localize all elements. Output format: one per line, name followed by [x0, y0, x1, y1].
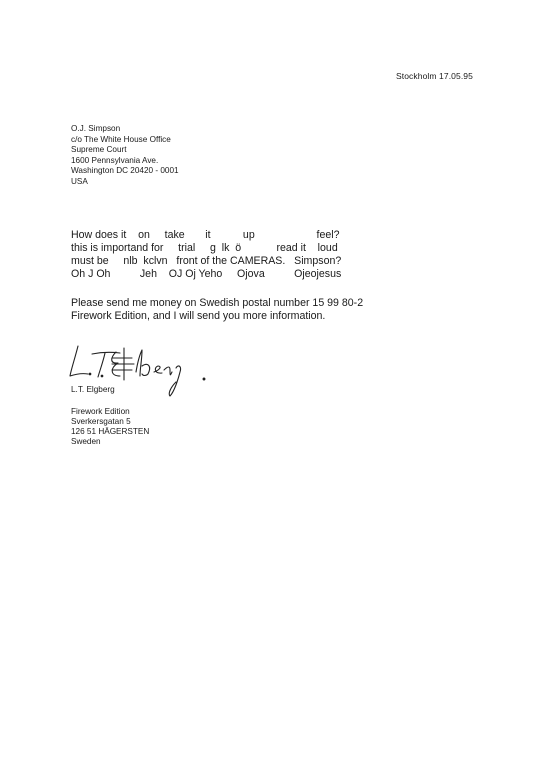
payment-request [71, 297, 363, 322]
request-line: Please send me money on Swedish postal number 15 99 80-2 [71, 297, 364, 309]
letter-body [71, 229, 341, 281]
sender-line: Sweden [71, 437, 101, 446]
sender-line: 126 51 HÄGERSTEN [71, 427, 150, 436]
body-line: How does it on take it up feel? [71, 229, 340, 241]
letter-date: Stockholm 17.05.95 [396, 71, 473, 81]
recipient-line: 1600 Pennsylvania Ave. [71, 155, 159, 165]
recipient-line: c/o The White House Office [71, 134, 171, 144]
body-line: this is importand for trial g lk ö read it loud [71, 242, 338, 254]
recipient-line: Washington DC 20420 - 0001 [71, 166, 179, 175]
recipient-country: USA [71, 176, 88, 186]
body-line: must be nlb kclvn front of the CAMERAS. Simpson? [71, 255, 342, 267]
recipient-name: O.J. Simpson [71, 124, 121, 133]
request-line: Firework Edition, and I will send you more information. [71, 309, 326, 322]
sender-line: Sverkersgatan 5 [71, 417, 131, 426]
recipient-line: Supreme Court [71, 145, 127, 154]
signer-name: L.T. Elgberg [71, 385, 115, 394]
sender-address [71, 407, 149, 447]
sender-line: Firework Edition [71, 407, 130, 416]
recipient-address [71, 124, 179, 187]
body-line: Oh J Oh Jeh OJ Oj Yeho Ojova Ojeojesus [71, 268, 342, 280]
